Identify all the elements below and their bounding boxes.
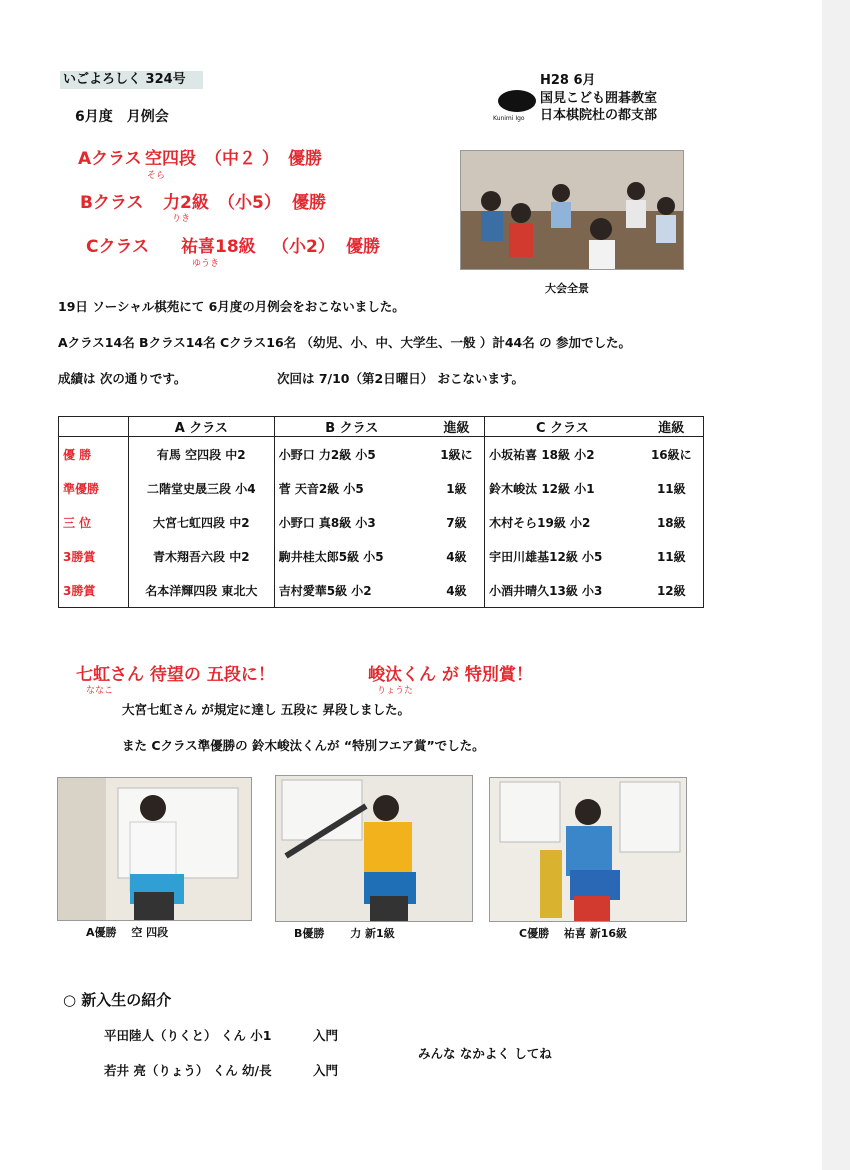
cell-place: 準優勝 [59,471,129,505]
winner-c-title: 優勝 [346,237,380,257]
go-stone-logo-icon [498,90,536,112]
newcomer-1-status: 入門 [313,1028,339,1043]
header-place [59,417,129,437]
event-photo [460,150,684,270]
cell-c: 鈴木峻汰 12級 小1 [485,471,640,505]
photo-caption-c: C優勝 祐喜 新16級 [519,927,628,940]
cell-place: 優 勝 [59,437,129,472]
cell-b: 菅 天音2級 小5 [274,471,429,505]
child-with-prize-graphic [58,778,251,920]
winner-photo-c [489,777,687,922]
issue-date: H28 6月 [540,73,596,88]
cell-b-promo: 4級 [429,573,485,608]
cell-b: 駒井桂太郎5級 小5 [274,539,429,573]
results-table [58,416,704,608]
winner-b-title: 優勝 [292,193,326,213]
winner-a-grade: （中２ ） [205,149,279,169]
winner-a-ruby: そら [147,171,166,181]
cell-b: 小野口 真8級 小3 [274,505,429,539]
cell-a: 有馬 空四段 中2 [128,437,274,472]
child-with-prize-graphic-b [276,776,472,921]
cell-place: 3勝賞 [59,573,129,608]
cell-c-promo: 12級 [640,573,704,608]
cell-a: 大宮七虹四段 中2 [128,505,274,539]
cell-c-promo: 11級 [640,471,704,505]
event-photo-caption: 大会全景 [545,282,589,295]
header-c-class: C クラス [485,417,640,437]
news-headline-special: 峻汰くん が 特別賞！ [368,665,533,685]
cell-c-promo: 16級に [640,437,704,472]
newcomer-2-name: 若井 亮（りょう） くん 幼/長 [104,1063,272,1078]
table-row [59,437,704,472]
news-headline-promotion: 七虹さん 待望の 五段に！ [76,665,275,685]
cell-b-promo: 1級 [429,471,485,505]
header-c-promo: 進級 [640,417,704,437]
winner-b-name: 力2級 [163,193,209,213]
table-row [59,539,704,573]
cell-a: 名本洋輝四段 東北大 [128,573,274,608]
cell-c: 小坂祐喜 18級 小2 [485,437,640,472]
cell-b: 吉村愛華5級 小2 [274,573,429,608]
cell-place: 三 位 [59,505,129,539]
cell-c: 小酒井晴久13級 小3 [485,573,640,608]
cell-b: 小野口 力2級 小5 [274,437,429,472]
intro-line-3a: 成績は 次の通りです。 [58,371,187,386]
winner-b-class: Bクラス [80,193,144,213]
winner-photo-b [275,775,473,922]
intro-line-3b: 次回は 7/10（第2日曜日） おこないます。 [277,371,525,386]
newcomer-2-status: 入門 [313,1063,339,1078]
cell-place: 3勝賞 [59,539,129,573]
winner-b-ruby: りき [172,214,191,224]
winner-c-grade: （小2） [272,237,335,257]
cell-b-promo: 4級 [429,539,485,573]
news-line-1: 大宮七虹さん が規定に達し 五段に 昇段しました。 [122,702,411,717]
page-edge [822,0,850,1170]
winner-a-title: 優勝 [288,149,322,169]
winner-a-class: Aクラス [78,149,142,169]
cell-c: 木村そら19級 小2 [485,505,640,539]
child-with-prize-graphic-c [490,778,686,921]
cell-b-promo: 7級 [429,505,485,539]
newcomers-message: みんな なかよく してね [418,1046,552,1061]
table-row [59,471,704,505]
header-b-class: B クラス [274,417,429,437]
winner-photo-a [57,777,252,921]
event-crowd-graphic [461,151,683,269]
newsletter-tag: いごよろしく 324号 [60,71,203,89]
newcomers-title: ○ 新入生の紹介 [63,991,172,1009]
photo-caption-b: B優勝 力 新1級 [294,927,395,940]
news-ruby-1: ななこ [86,686,114,696]
cell-c: 宇田川雄基12級 小5 [485,539,640,573]
logo-text: Kunimi Igo [493,115,525,122]
cell-b-promo: 1級に [429,437,485,472]
header-a-class: A クラス [128,417,274,437]
winner-c-class: Cクラス [86,237,149,257]
cell-a: 青木翔吾六段 中2 [128,539,274,573]
header-b-promo: 進級 [429,417,485,437]
table-row [59,505,704,539]
cell-a: 二階堂史晟三段 小4 [128,471,274,505]
winner-c-ruby: ゆうき [192,259,220,269]
intro-line-2: Aクラス14名 Bクラス14名 Cクラス16名 （幼児、小、中、大学生、一般 ）計44名 の 参加でした。 [58,335,631,350]
cell-c-promo: 11級 [640,539,704,573]
org-branch: 日本棋院杜の都支部 [540,108,658,123]
month-title: 6月度 月例会 [75,109,169,125]
org-name: 国見こども囲碁教室 [540,91,658,106]
newcomer-1-name: 平田陸人（りくと） くん 小1 [104,1028,272,1043]
intro-line-1: 19日 ソーシャル棋苑にて 6月度の月例会をおこないました。 [58,299,405,314]
news-line-2: また Cクラス準優勝の 鈴木峻汰くんが “特別フエア賞”でした。 [122,738,485,753]
table-row [59,573,704,608]
news-ruby-2: りょうた [377,686,414,696]
winner-a-name: 空四段 [145,149,196,169]
winner-c-name: 祐喜18級 [181,237,256,257]
winner-b-grade: （小5） [218,193,281,213]
photo-caption-a: A優勝 空 四段 [86,926,169,939]
cell-c-promo: 18級 [640,505,704,539]
